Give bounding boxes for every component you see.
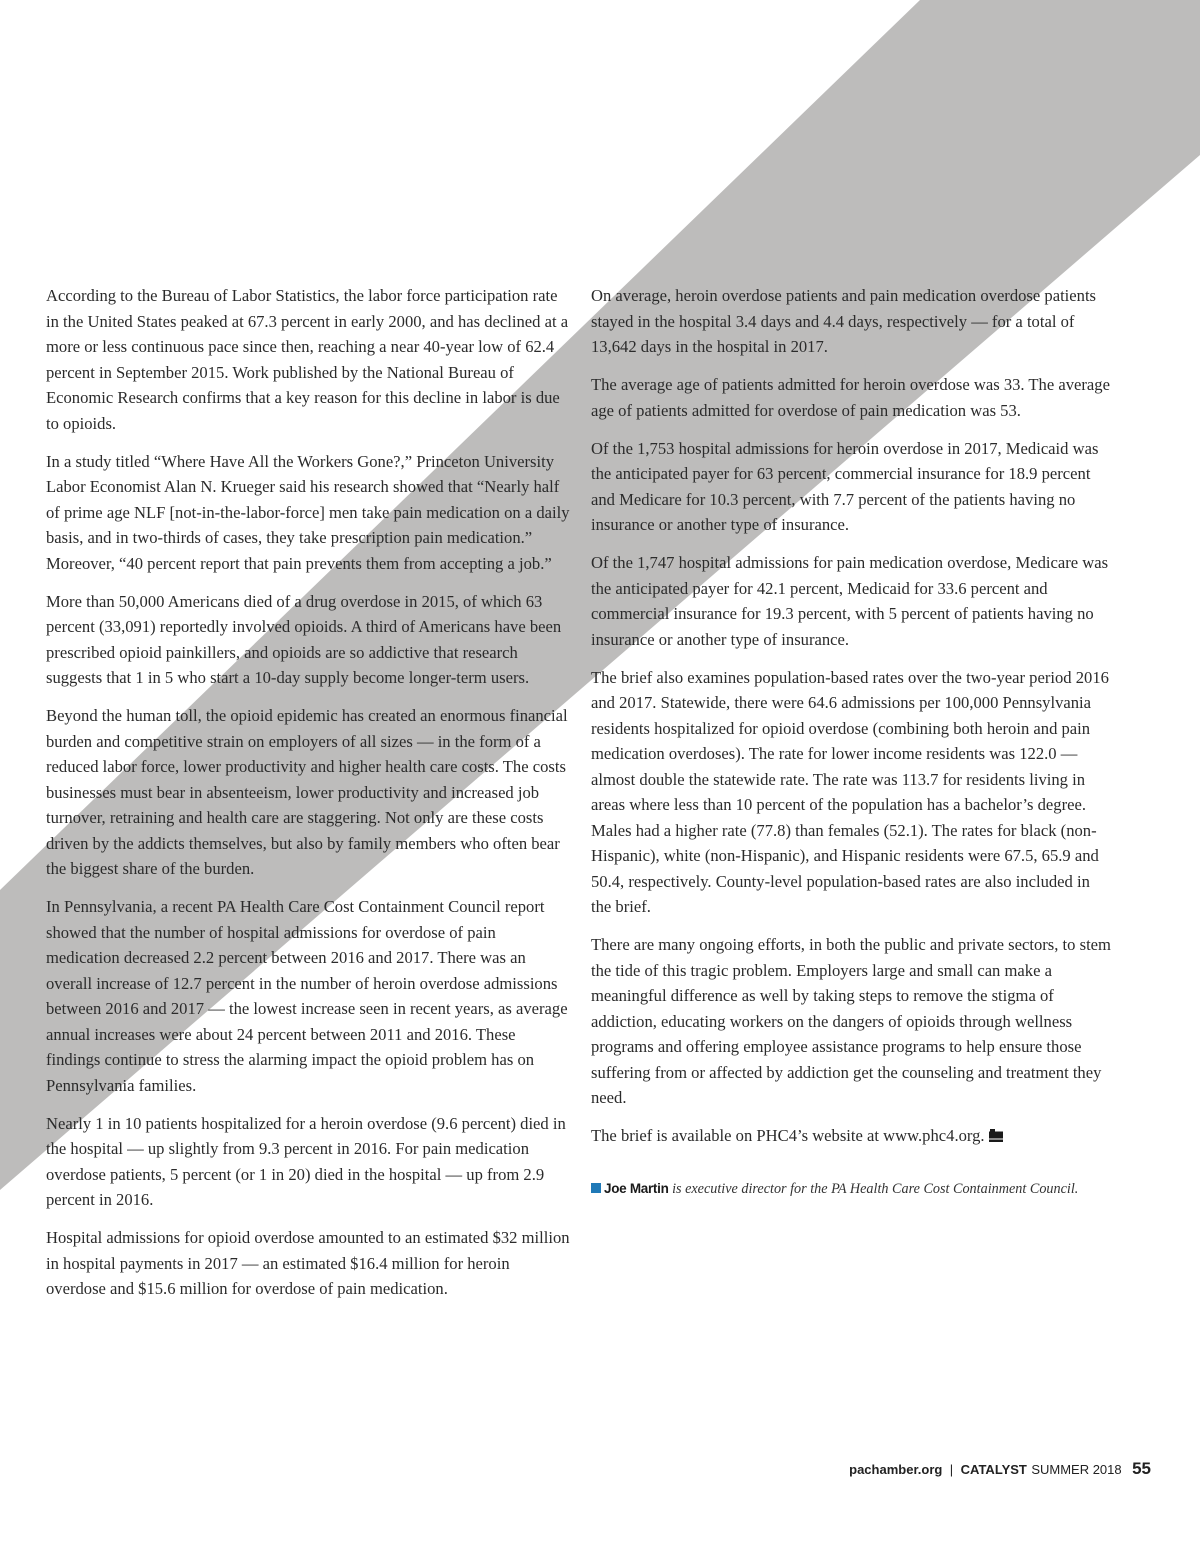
- author-bio: [591, 1179, 1113, 1199]
- page-number: 55: [1132, 1459, 1151, 1478]
- end-mark-base: [989, 1140, 1003, 1143]
- paragraph-labor-participation: According to the Bureau of Labor Statistics, the labor force participation rate in the United States peaked at 67.3 percent in early 2000, and has declined at a more or less continuous pace since then, reaching a near 40-year low of 62.4 percent in September 2015. Work published by the National Bureau of Economic Research confirms that a key reason for this decline in labor is due to opioids.: [46, 286, 569, 433]
- paragraph-length-of-stay: On average, heroin overdose patients and pain medication overdose patients stayed in the hospital 3.4 days and 4.4 days, respectively — for a total of 13,642 days in the hospital in 2017.: [591, 286, 1097, 356]
- footer-separator: |: [949, 1462, 954, 1477]
- blue-square-bullet-icon: [591, 1183, 601, 1193]
- paragraph-ongoing-efforts: There are many ongoing efforts, in both the public and private sectors, to stem the tide of this tragic problem. Employers large and small can make a meaningful difference as well by taking steps to remove the stigma of addiction, educating workers on the dangers of opioids through wellness programs and offering employee assistance programs to help ensure those suffering from or affected by addiction get the counseling and treatment they need.: [591, 935, 1111, 1107]
- paragraph-pain-medication-payers: Of the 1,747 hospital admissions for pain medication overdose, Medicare was the anticipated payer for 42.1 percent, Medicaid for 33.6 percent and commercial insurance for 19.3 percent, with 5 percent of patients having no insurance or another type of insurance.: [591, 553, 1109, 649]
- paragraph-population-rates: The brief also examines population-based rates over the two-year period 2016 and 2017. Statewide, there were 64.6 admissions per 100,000 Pennsylvania residents hospitalized for opioid overdose (combining both heroin and pain medication overdoses). The rate for lower income residents was 122.0 — almost double the statewide rate. The rate was 113.7 for residents living in areas where less than 10 percent of the population has a bachelor’s degree. Males had a higher rate (77.8) than females (52.1). The rates for black (non-Hispanic), white (non-Hispanic), and Hispanic residents were 67.5, 65.9 and 50.4, respectively. County-level population-based rates are also included in the brief.: [591, 667, 1109, 916]
- paragraph-krueger-study: In a study titled “Where Have All the Workers Gone?,” Princeton University Labor Economist Alan N. Krueger said his research showed that “Nearly half of prime age NLF [not-in-the-labor-force] men take pain medication on a daily basis, and in two-thirds of cases, they take prescription pain medication.” Moreover, “40 percent report that pain prevents them from accepting a job.”: [46, 451, 570, 573]
- brief-availability-text: The brief is available on PHC4’s website at www.phc4.org.: [591, 1126, 985, 1145]
- author-description: is executive director for the PA Health Care Cost Containment Council.: [668, 1180, 1079, 1197]
- author-name: Joe Martin: [604, 1180, 669, 1196]
- paragraph-brief-availability: [591, 1123, 1113, 1149]
- paragraph-overdose-deaths: More than 50,000 Americans died of a drug overdose in 2015, of which 63 percent (33,091) reportedly involved opioids. A third of Americans have been prescribed opioid painkillers, and opioids are so addictive that research suggests that 1 in 5 who start a 10-day supply become longer-term users.: [46, 591, 562, 687]
- end-mark-body: [989, 1132, 1003, 1139]
- page-footer: [849, 1459, 1151, 1479]
- paragraph-heroin-payers: Of the 1,753 hospital admissions for heroin overdose in 2017, Medicaid was the anticipated payer for 63 percent, commercial insurance for 18.9 percent and Medicare for 10.3 percent, with 7.7 percent of the patients having no insurance or another type of insurance.: [591, 438, 1099, 534]
- right-text-column: [591, 283, 1113, 1199]
- footer-issue: SUMMER 2018: [1031, 1462, 1122, 1477]
- paragraph-hospital-deaths: Nearly 1 in 10 patients hospitalized for a heroin overdose (9.6 percent) died in the hospital — up slightly from 9.3 percent in 2016. For pain medication overdose patients, 5 percent (or 1 in 20) died in the hospital — up from 2.9 percent in 2016.: [46, 1113, 566, 1209]
- footer-magazine-name: CATALYST: [960, 1462, 1027, 1477]
- footer-website: pachamber.org: [849, 1462, 943, 1477]
- paragraph-hospital-payments: Hospital admissions for opioid overdose amounted to an estimated $32 million in hospital payments in 2017 — an estimated $16.4 million for heroin overdose and $15.6 million for overdose of pain medication.: [46, 1228, 570, 1298]
- paragraph-pennsylvania-report: In Pennsylvania, a recent PA Health Care Cost Containment Council report showed that the number of hospital admissions for overdose of pain medication decreased 2.2 percent between 2016 and 2017. There was an overall increase of 12.7 percent in the number of heroin overdose admissions between 2016 and 2017 — the lowest increase seen in recent years, as average annual increases were about 24 percent between 2011 and 2016. These findings continue to stress the alarming impact the opioid problem has on Pennsylvania families.: [46, 897, 568, 1095]
- briefcase-end-mark-icon: [989, 1129, 1003, 1142]
- paragraph-employer-burden: Beyond the human toll, the opioid epidemic has created an enormous financial burden and competitive strain on employers of all sizes — in the form of a reduced labor force, lower productivity and higher health care costs. The costs businesses must bear in absenteeism, lower productivity and increased job turnover, retraining and health care are staggering. Not only are these costs driven by the addicts themselves, but also by family members who often bear the biggest share of the burden.: [46, 706, 568, 878]
- paragraph-average-age: The average age of patients admitted for heroin overdose was 33. The average age of patients admitted for overdose of pain medication was 53.: [591, 375, 1110, 420]
- left-text-column: [46, 283, 572, 1314]
